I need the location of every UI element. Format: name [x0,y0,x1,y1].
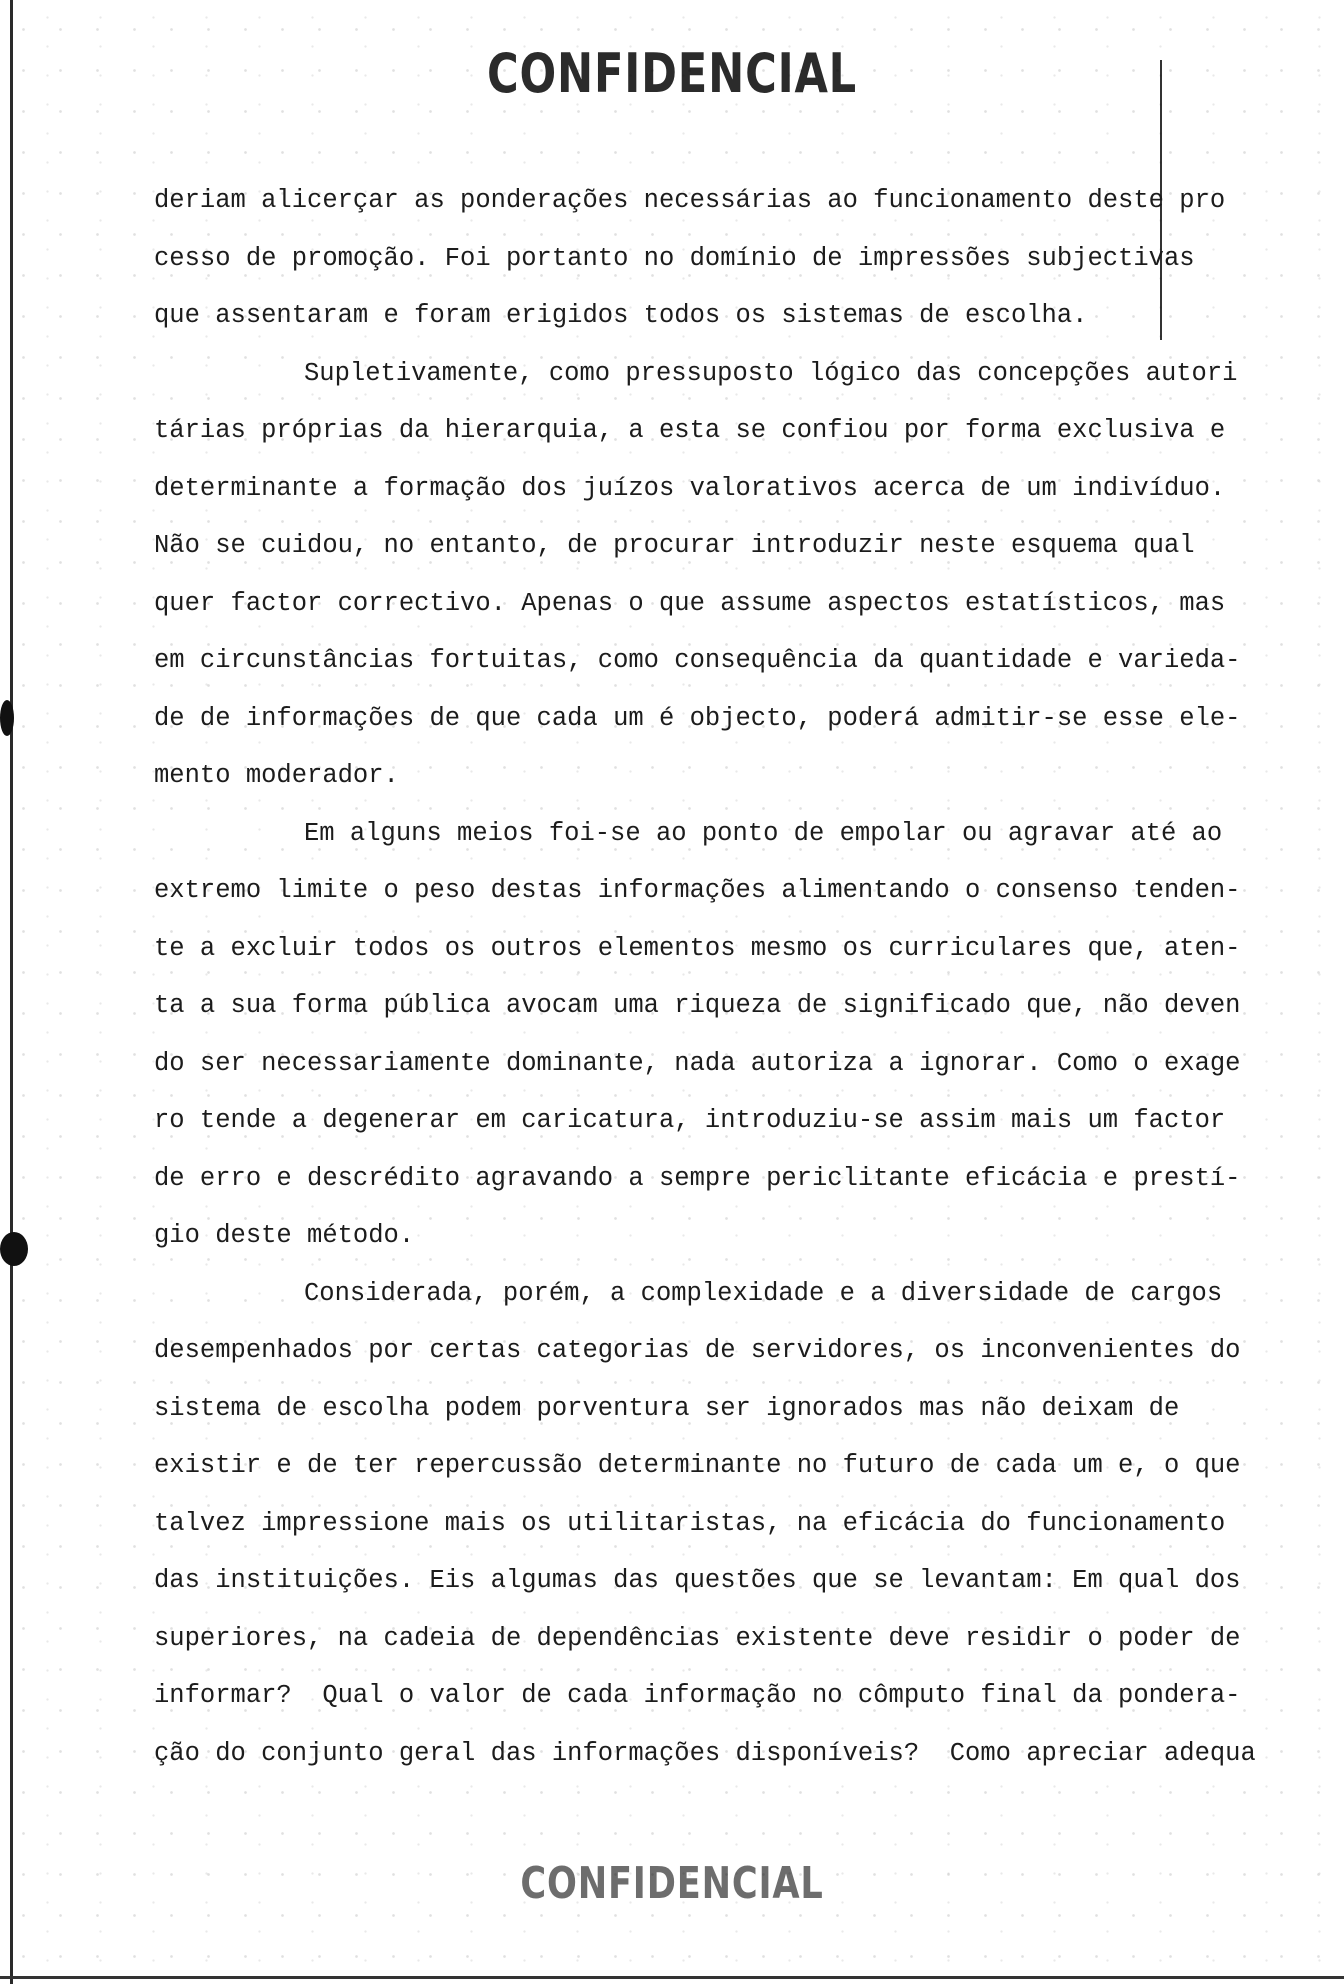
body-text [154,172,1274,1782]
text-line: sistema de escolha podem porventura ser ignorados mas não deixam de [154,1393,1180,1423]
text-line: existir e de ter repercussão determinante no futuro de cada um e, o que [154,1451,1241,1480]
text-line: Não se cuidou, no entanto, de procurar introduzir neste esquema qual [154,531,1195,560]
text-line: desempenhados por certas categorias de servidores, os inconvenientes do [154,1336,1241,1365]
text-line: mento moderador. [154,761,399,790]
text-line: te a excluir todos os outros elementos mesmo os curriculares que, aten- [154,933,1241,963]
text-line: deriam alicerçar as ponderações necessárias ao funcionamento deste pro [154,186,1226,215]
text-line: Em alguns meios foi-se ao ponto de empolar ou agravar até ao [304,818,1223,848]
text-line: das instituições. Eis algumas das questões que se levantam: Em qual dos [154,1566,1241,1595]
text-line: informar? Qual o valor de cada informação no cômputo final da pondera- [154,1681,1241,1710]
text-line: tárias próprias da hierarquia, a esta se confiou por forma exclusiva e [154,416,1226,445]
text-line: do ser necessariamente dominante, nada autoriza a ignorar. Como o exage [154,1048,1241,1078]
ink-blot [0,700,14,736]
text-line: ro tende a degenerar em caricatura, introduziu-se assim mais um factor [154,1106,1226,1135]
text-line: ção do conjunto geral das informações disponíveis? Como apreciar adequa [154,1738,1256,1768]
text-line: Supletivamente, como pressuposto lógico das concepções autori [304,358,1238,388]
text-line: que assentaram e foram erigidos todos os sistemas de escolha. [154,301,1088,330]
text-line: determinante a formação dos juízos valorativos acerca de um indivíduo. [154,473,1226,503]
text-line: de de informações de que cada um é objecto, poderá admitir-se esse ele- [154,703,1241,733]
page-bottom-edge [0,1976,1344,1979]
text-line: Considerada, porém, a complexidade e a diversidade de cargos [304,1278,1223,1308]
text-line: em circunstâncias fortuitas, como consequência da quantidade e varieda- [154,646,1241,675]
text-line: superiores, na cadeia de dependências existente deve residir o poder de [154,1623,1241,1653]
text-line: quer factor correctivo. Apenas o que assume aspectos estatísticos, mas [154,588,1226,618]
text-line: de erro e descrédito agravando a sempre periclitante eficácia e prestí- [154,1163,1241,1193]
page-left-edge [10,0,13,1984]
text-line: extremo limite o peso destas informações alimentando o consenso tenden- [154,876,1241,905]
header-confidential-stamp: CONFIDENCIAL [486,42,858,105]
text-line: talvez impressione mais os utilitaristas, na eficácia do funcionamento [154,1508,1226,1538]
text-line: gio deste método. [154,1221,415,1250]
ink-blot [0,1232,28,1266]
footer-confidential-stamp: CONFIDENCIAL [520,1858,824,1909]
text-line: ta a sua forma pública avocam uma riqueza de significado que, não deven [154,991,1241,1020]
text-line: cesso de promoção. Foi portanto no domínio de impressões subjectivas [154,243,1195,273]
